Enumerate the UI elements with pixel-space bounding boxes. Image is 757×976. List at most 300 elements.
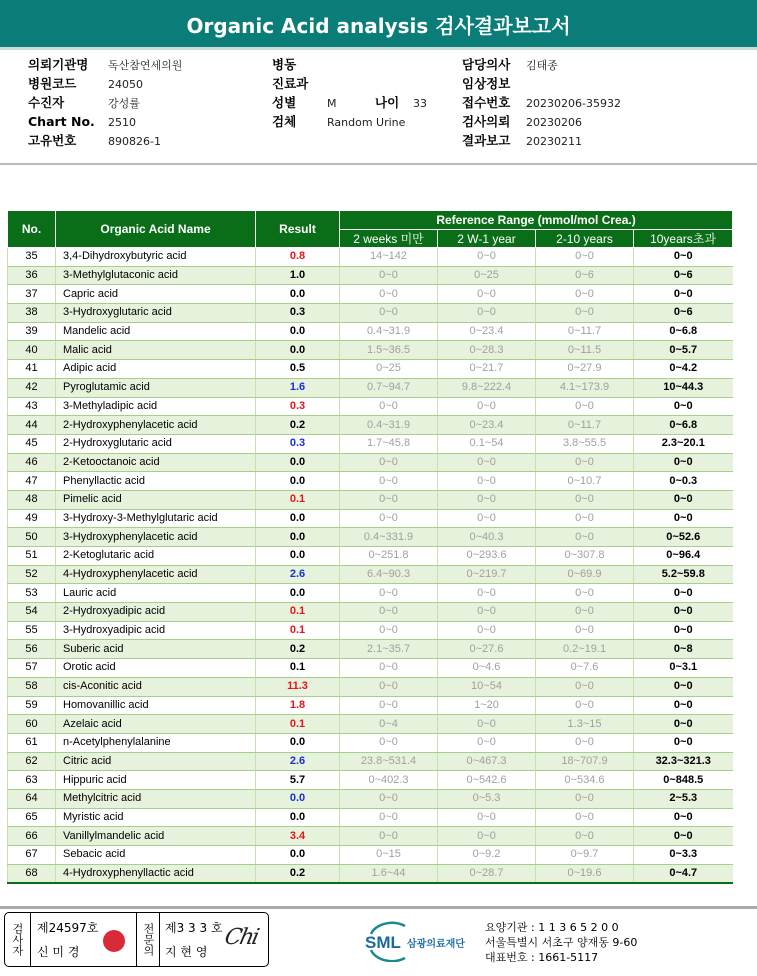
cell-ref-2w-1y: 0~0 (438, 808, 536, 827)
cell-ref-2weeks: 0.4~31.9 (340, 416, 438, 435)
signature-box (4, 912, 269, 967)
cell-result: 1.0 (256, 266, 340, 285)
cell-ref-2weeks: 0~0 (340, 453, 438, 472)
cell-ref-2-10y: 0~0 (536, 827, 634, 846)
cell-result: 0.2 (256, 864, 340, 883)
cell-ref-2w-1y: 0~23.4 (438, 416, 536, 435)
cell-ref-10y-plus: 0~0 (634, 397, 733, 416)
header-ref-10y-plus: 10years초과 (634, 230, 733, 248)
cell-result: 0.1 (256, 603, 340, 622)
cell-ref-2-10y: 4.1~173.9 (536, 378, 634, 397)
cell-ref-2weeks: 23.8~531.4 (340, 752, 438, 771)
cell-ref-2weeks: 0~0 (340, 659, 438, 678)
cell-no: 43 (8, 397, 56, 416)
info-value: 20230211 (526, 135, 582, 148)
cell-name: 3-Hydroxyglutaric acid (56, 304, 256, 323)
info-col-1 (28, 55, 182, 150)
cell-result: 0.1 (256, 490, 340, 509)
cell-ref-2w-1y: 0~542.6 (438, 771, 536, 790)
cell-name: 2-Ketoglutaric acid (56, 547, 256, 566)
doctor-label: 전문의 (136, 913, 160, 966)
info-value: 20230206-35932 (526, 97, 621, 110)
cell-ref-2weeks: 0~0 (340, 603, 438, 622)
info-value: 강성률 (108, 97, 140, 110)
header-name: Organic Acid Name (56, 211, 256, 248)
table-row (8, 584, 733, 603)
cell-no: 36 (8, 266, 56, 285)
cell-name: Orotic acid (56, 659, 256, 678)
cell-name: 3,4-Dihydroxybutyric acid (56, 248, 256, 267)
cell-ref-10y-plus: 0~0 (634, 248, 733, 267)
cell-ref-2weeks: 0~0 (340, 696, 438, 715)
divider (0, 163, 757, 165)
info-label: 담당의사 (462, 57, 511, 72)
cell-ref-2-10y: 0~6 (536, 266, 634, 285)
cell-no: 42 (8, 378, 56, 397)
cell-no: 49 (8, 509, 56, 528)
cell-ref-10y-plus: 0~3.3 (634, 846, 733, 865)
cell-result: 0.0 (256, 453, 340, 472)
cell-result: 2.6 (256, 565, 340, 584)
table-row (8, 416, 733, 435)
info-label: 병원코드 (28, 76, 77, 91)
header-result: Result (256, 211, 340, 248)
info-label: 진료과 (272, 76, 309, 91)
cell-ref-10y-plus: 0~0 (634, 490, 733, 509)
cell-ref-2weeks: 0.7~94.7 (340, 378, 438, 397)
info-value: M (327, 97, 337, 110)
cell-name: Lauric acid (56, 584, 256, 603)
cell-ref-2weeks: 2.1~35.7 (340, 640, 438, 659)
cell-name: 4-Hydroxyphenyllactic acid (56, 864, 256, 883)
cell-no: 54 (8, 603, 56, 622)
cell-ref-10y-plus: 10~44.3 (634, 378, 733, 397)
cell-result: 0.1 (256, 659, 340, 678)
table-row (8, 547, 733, 566)
info-label: 접수번호 (462, 95, 511, 110)
table-row (8, 397, 733, 416)
cell-ref-2w-1y: 0~4.6 (438, 659, 536, 678)
cell-ref-10y-plus: 0~0 (634, 715, 733, 734)
cell-no: 53 (8, 584, 56, 603)
table-row (8, 771, 733, 790)
cell-name: Suberic acid (56, 640, 256, 659)
cell-no: 60 (8, 715, 56, 734)
cell-name: Adipic acid (56, 360, 256, 379)
cell-ref-2w-1y: 0~0 (438, 490, 536, 509)
table-row (8, 434, 733, 453)
cell-ref-2-10y: 0~0 (536, 509, 634, 528)
info-label: 검사의뢰 (462, 114, 511, 129)
cell-ref-10y-plus: 5.2~59.8 (634, 565, 733, 584)
cell-ref-2-10y: 3.8~55.5 (536, 434, 634, 453)
cell-ref-2w-1y: 10~54 (438, 677, 536, 696)
cell-ref-2w-1y: 0~0 (438, 509, 536, 528)
cell-ref-2w-1y: 0~23.4 (438, 322, 536, 341)
cell-no: 45 (8, 434, 56, 453)
cell-ref-10y-plus: 0~0 (634, 603, 733, 622)
cell-ref-2w-1y: 0~0 (438, 285, 536, 304)
cell-ref-10y-plus: 0~6.8 (634, 416, 733, 435)
header-reference-range: Reference Range (mmol/mol Crea.) (340, 211, 733, 230)
cell-ref-2-10y: 0~0 (536, 490, 634, 509)
org-line: 대표번호 : 1661-5117 (485, 951, 599, 964)
cell-ref-2weeks: 0~0 (340, 733, 438, 752)
cell-ref-2weeks: 0~251.8 (340, 547, 438, 566)
cell-name: Myristic acid (56, 808, 256, 827)
cell-ref-2weeks: 0~25 (340, 360, 438, 379)
cell-result: 0.3 (256, 434, 340, 453)
cell-no: 41 (8, 360, 56, 379)
cell-no: 55 (8, 621, 56, 640)
info-label: 의뢰기관명 (28, 57, 89, 72)
org-line: 서울특별시 서초구 양재동 9-60 (485, 936, 638, 949)
info-col-2 (272, 55, 427, 131)
cell-ref-2-10y: 0~0 (536, 603, 634, 622)
cell-ref-2w-1y: 1~20 (438, 696, 536, 715)
table-row (8, 285, 733, 304)
cell-ref-2weeks: 0~0 (340, 621, 438, 640)
cell-result: 0.1 (256, 621, 340, 640)
cell-name: 3-Methyladipic acid (56, 397, 256, 416)
header-ref-2-10y: 2-10 years (536, 230, 634, 248)
cell-no: 58 (8, 677, 56, 696)
table-row (8, 490, 733, 509)
cell-no: 52 (8, 565, 56, 584)
doctor-name: 지 현 영 (165, 945, 208, 959)
table-row (8, 640, 733, 659)
info-label: 성별 (272, 95, 297, 110)
report-title: Organic Acid analysis 검사결과보고서 (0, 0, 757, 50)
cell-ref-2w-1y: 0~25 (438, 266, 536, 285)
info-value: 24050 (108, 78, 143, 91)
table-row (8, 846, 733, 865)
cell-ref-2-10y: 0~0 (536, 397, 634, 416)
cell-no: 38 (8, 304, 56, 323)
cell-result: 0.0 (256, 285, 340, 304)
cell-name: 2-Hydroxyadipic acid (56, 603, 256, 622)
cell-name: Methylcitric acid (56, 789, 256, 808)
cell-ref-2weeks: 0~0 (340, 509, 438, 528)
cell-no: 59 (8, 696, 56, 715)
cell-result: 0.0 (256, 509, 340, 528)
cell-ref-2weeks: 0~0 (340, 472, 438, 491)
cell-result: 0.0 (256, 584, 340, 603)
cell-ref-10y-plus: 0~0 (634, 827, 733, 846)
cell-result: 0.3 (256, 397, 340, 416)
cell-name: Vanillylmandelic acid (56, 827, 256, 846)
tester-label: 검사자 (5, 913, 31, 966)
info-label: Chart No. (28, 114, 95, 129)
cell-ref-2w-1y: 0~0 (438, 248, 536, 267)
cell-ref-10y-plus: 2.3~20.1 (634, 434, 733, 453)
table-row (8, 827, 733, 846)
info-label: 수진자 (28, 95, 65, 110)
cell-name: 3-Hydroxyadipic acid (56, 621, 256, 640)
cell-ref-2-10y: 0~11.5 (536, 341, 634, 360)
cell-name: Pyroglutamic acid (56, 378, 256, 397)
cell-ref-10y-plus: 0~96.4 (634, 547, 733, 566)
cell-ref-10y-plus: 0~6 (634, 304, 733, 323)
cell-ref-10y-plus: 0~0 (634, 453, 733, 472)
cell-result: 1.6 (256, 378, 340, 397)
cell-no: 39 (8, 322, 56, 341)
cell-result: 2.6 (256, 752, 340, 771)
cell-no: 68 (8, 864, 56, 883)
cell-ref-2w-1y: 0~0 (438, 304, 536, 323)
cell-ref-2-10y: 0~0 (536, 789, 634, 808)
header-no: No. (8, 211, 56, 248)
table-row (8, 528, 733, 547)
table-row (8, 322, 733, 341)
cell-ref-10y-plus: 0~3.1 (634, 659, 733, 678)
cell-no: 56 (8, 640, 56, 659)
cell-ref-2w-1y: 0~21.7 (438, 360, 536, 379)
cell-name: Homovanillic acid (56, 696, 256, 715)
table-row (8, 360, 733, 379)
cell-name: Azelaic acid (56, 715, 256, 734)
cell-ref-2weeks: 0~0 (340, 584, 438, 603)
cell-result: 0.0 (256, 733, 340, 752)
header-ref-2w-1y: 2 W-1 year (438, 230, 536, 248)
cell-ref-2-10y: 18~707.9 (536, 752, 634, 771)
cell-name: Citric acid (56, 752, 256, 771)
cell-ref-2weeks: 0.4~331.9 (340, 528, 438, 547)
cell-result: 0.0 (256, 322, 340, 341)
cell-result: 0.2 (256, 640, 340, 659)
cell-ref-10y-plus: 0~0 (634, 677, 733, 696)
cell-ref-2weeks: 6.4~90.3 (340, 565, 438, 584)
cell-ref-2weeks: 0~0 (340, 266, 438, 285)
cell-ref-10y-plus: 0~0 (634, 584, 733, 603)
cell-result: 0.0 (256, 528, 340, 547)
doctor-signature: Chi (222, 925, 260, 950)
cell-ref-2-10y: 0~69.9 (536, 565, 634, 584)
cell-result: 1.8 (256, 696, 340, 715)
info-value: 2510 (108, 116, 136, 129)
cell-ref-2w-1y: 0~219.7 (438, 565, 536, 584)
cell-ref-10y-plus: 0~6 (634, 266, 733, 285)
cell-result: 0.0 (256, 547, 340, 566)
cell-ref-2weeks: 1.5~36.5 (340, 341, 438, 360)
cell-ref-2weeks: 0~0 (340, 789, 438, 808)
table-row (8, 565, 733, 584)
table-row (8, 248, 733, 267)
cell-ref-2weeks: 0~0 (340, 827, 438, 846)
table-row (8, 696, 733, 715)
cell-ref-2-10y: 0~0 (536, 677, 634, 696)
cell-no: 64 (8, 789, 56, 808)
info-value: 독산참연세의원 (108, 59, 183, 72)
cell-ref-2-10y: 0.2~19.1 (536, 640, 634, 659)
cell-no: 61 (8, 733, 56, 752)
tester-license: 제24597호 (37, 921, 99, 935)
cell-ref-2weeks: 14~142 (340, 248, 438, 267)
cell-ref-10y-plus: 0~848.5 (634, 771, 733, 790)
org-line: 요양기관 : 1 1 3 6 5 2 0 0 (485, 921, 619, 934)
info-col-3 (462, 55, 621, 150)
cell-ref-2weeks: 0~15 (340, 846, 438, 865)
cell-ref-2w-1y: 0~27.6 (438, 640, 536, 659)
cell-name: Capric acid (56, 285, 256, 304)
cell-no: 37 (8, 285, 56, 304)
cell-ref-2-10y: 0~19.6 (536, 864, 634, 883)
table-row (8, 715, 733, 734)
logo-org-text: 삼광의료재단 (407, 939, 465, 950)
cell-ref-2w-1y: 0~5.3 (438, 789, 536, 808)
cell-ref-2weeks: 0~0 (340, 304, 438, 323)
age-label: 나이 (375, 95, 400, 110)
cell-name: Hippuric acid (56, 771, 256, 790)
cell-ref-2-10y: 0~0 (536, 248, 634, 267)
cell-name: 2-Hydroxyphenylacetic acid (56, 416, 256, 435)
cell-ref-10y-plus: 0~0 (634, 808, 733, 827)
table-row (8, 677, 733, 696)
cell-result: 0.1 (256, 715, 340, 734)
cell-no: 51 (8, 547, 56, 566)
info-value: Random Urine (327, 116, 406, 129)
info-value: 890826-1 (108, 135, 161, 148)
cell-result: 0.2 (256, 416, 340, 435)
cell-ref-2weeks: 0~0 (340, 397, 438, 416)
cell-no: 44 (8, 416, 56, 435)
cell-ref-10y-plus: 0~0 (634, 696, 733, 715)
table-row (8, 266, 733, 285)
cell-ref-10y-plus: 0~0 (634, 733, 733, 752)
cell-ref-2-10y: 1.3~15 (536, 715, 634, 734)
cell-ref-2-10y: 0~0 (536, 285, 634, 304)
cell-no: 46 (8, 453, 56, 472)
table-row (8, 472, 733, 491)
cell-ref-2weeks: 0~4 (340, 715, 438, 734)
cell-ref-10y-plus: 0~0 (634, 509, 733, 528)
cell-ref-2w-1y: 0~0 (438, 397, 536, 416)
info-value: 20230206 (526, 116, 582, 129)
table-row (8, 659, 733, 678)
doctor-license: 제3 3 3 호 (165, 921, 223, 935)
cell-ref-2w-1y: 0~0 (438, 827, 536, 846)
cell-ref-2w-1y: 0~0 (438, 733, 536, 752)
cell-ref-2weeks: 0~0 (340, 285, 438, 304)
cell-ref-2-10y: 0~0 (536, 733, 634, 752)
cell-ref-2weeks: 0~0 (340, 808, 438, 827)
cell-result: 3.4 (256, 827, 340, 846)
cell-no: 62 (8, 752, 56, 771)
cell-ref-2w-1y: 0~0 (438, 621, 536, 640)
cell-no: 35 (8, 248, 56, 267)
cell-ref-2w-1y: 0~467.3 (438, 752, 536, 771)
cell-ref-2weeks: 0.4~31.9 (340, 322, 438, 341)
cell-ref-2-10y: 0~27.9 (536, 360, 634, 379)
cell-ref-2w-1y: 0.1~54 (438, 434, 536, 453)
cell-ref-2-10y: 0~11.7 (536, 416, 634, 435)
cell-name: 3-Hydroxyphenylacetic acid (56, 528, 256, 547)
cell-ref-10y-plus: 0~5.7 (634, 341, 733, 360)
cell-no: 47 (8, 472, 56, 491)
table-row (8, 603, 733, 622)
cell-name: Malic acid (56, 341, 256, 360)
cell-ref-2-10y: 0~534.6 (536, 771, 634, 790)
cell-ref-2-10y: 0~9.7 (536, 846, 634, 865)
cell-ref-2w-1y: 0~0 (438, 715, 536, 734)
info-label: 결과보고 (462, 133, 511, 148)
cell-name: cis-Aconitic acid (56, 677, 256, 696)
table-row (8, 864, 733, 883)
cell-ref-2-10y: 0~0 (536, 696, 634, 715)
cell-ref-2-10y: 0~11.7 (536, 322, 634, 341)
info-value: 김태종 (526, 59, 558, 72)
cell-result: 0.3 (256, 304, 340, 323)
cell-ref-2w-1y: 9.8~222.4 (438, 378, 536, 397)
cell-ref-2-10y: 0~0 (536, 453, 634, 472)
table-row (8, 341, 733, 360)
cell-name: Sebacic acid (56, 846, 256, 865)
cell-ref-10y-plus: 32.3~321.3 (634, 752, 733, 771)
cell-ref-2weeks: 0~402.3 (340, 771, 438, 790)
table-row (8, 733, 733, 752)
cell-no: 48 (8, 490, 56, 509)
cell-ref-2weeks: 0~0 (340, 490, 438, 509)
cell-result: 0.0 (256, 789, 340, 808)
table-row (8, 752, 733, 771)
cell-ref-2w-1y: 0~0 (438, 603, 536, 622)
cell-result: 0.0 (256, 808, 340, 827)
cell-ref-2weeks: 1.7~45.8 (340, 434, 438, 453)
cell-no: 57 (8, 659, 56, 678)
footer-divider (0, 906, 757, 909)
cell-result: 0.5 (256, 360, 340, 379)
cell-name: Mandelic acid (56, 322, 256, 341)
cell-ref-10y-plus: 0~4.7 (634, 864, 733, 883)
cell-ref-10y-plus: 0~4.2 (634, 360, 733, 379)
cell-ref-2w-1y: 0~9.2 (438, 846, 536, 865)
cell-name: 4-Hydroxyphenylacetic acid (56, 565, 256, 584)
cell-ref-2w-1y: 0~28.3 (438, 341, 536, 360)
table-row (8, 789, 733, 808)
cell-result: 5.7 (256, 771, 340, 790)
logo-text: SML (365, 933, 401, 952)
cell-ref-10y-plus: 0~8 (634, 640, 733, 659)
cell-ref-2-10y: 0~0 (536, 528, 634, 547)
cell-ref-2-10y: 0~7.6 (536, 659, 634, 678)
cell-no: 65 (8, 808, 56, 827)
cell-name: Phenyllactic acid (56, 472, 256, 491)
header-ref-2weeks: 2 weeks 미만 (340, 230, 438, 248)
tester-seal-icon (103, 930, 125, 952)
cell-no: 66 (8, 827, 56, 846)
cell-ref-10y-plus: 0~52.6 (634, 528, 733, 547)
cell-name: n-Acetylphenylalanine (56, 733, 256, 752)
results-body (8, 248, 733, 884)
info-label: 임상정보 (462, 76, 511, 91)
cell-ref-2-10y: 0~10.7 (536, 472, 634, 491)
cell-name: 3-Methylglutaconic acid (56, 266, 256, 285)
cell-ref-2-10y: 0~307.8 (536, 547, 634, 566)
age-value: 33 (413, 97, 427, 110)
table-row (8, 621, 733, 640)
table-row (8, 378, 733, 397)
cell-ref-2-10y: 0~0 (536, 621, 634, 640)
cell-ref-2w-1y: 0~0 (438, 472, 536, 491)
cell-ref-2weeks: 0~0 (340, 677, 438, 696)
cell-ref-10y-plus: 0~0 (634, 621, 733, 640)
cell-no: 63 (8, 771, 56, 790)
cell-ref-2weeks: 1.6~44 (340, 864, 438, 883)
table-row (8, 453, 733, 472)
cell-name: 3-Hydroxy-3-Methylglutaric acid (56, 509, 256, 528)
cell-ref-2w-1y: 0~0 (438, 453, 536, 472)
cell-no: 67 (8, 846, 56, 865)
